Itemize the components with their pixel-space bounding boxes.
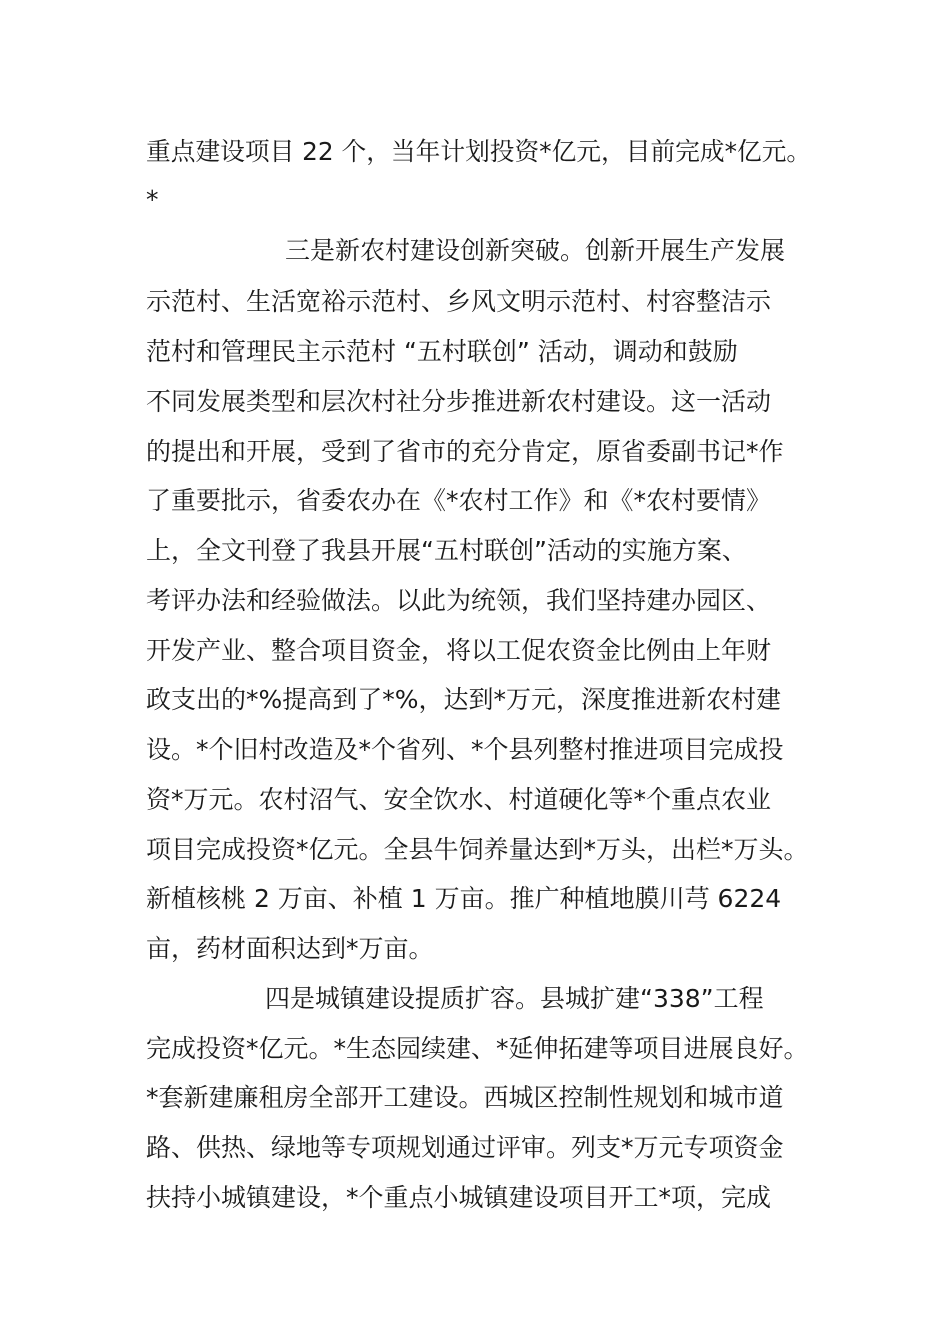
text-line-10: 考评办法和经验做法。以此为统领，我们坚持建办园区、 [146, 586, 772, 615]
text-line-13: 设。*个旧村改造及*个省列、*个县列整村推进项目完成投 [146, 735, 784, 764]
paragraph-4-first-line: 四是城镇建设提质扩容。县城扩建“338”工程 [265, 984, 764, 1013]
text-line-15: 项目完成投资*亿元。全县牛饲养量达到*万头，出栏*万头。 [146, 835, 809, 864]
text-line-6: 不同发展类型和层次村社分步推进新农村建设。这一活动 [146, 387, 772, 416]
text-line-1: 重点建设项目 22 个，当年计划投资*亿元，目前完成*亿元。 [146, 137, 812, 166]
text-line-20: *套新建廉租房全部开工建设。西城区控制性规划和城市道 [146, 1083, 784, 1112]
text-line-17: 亩，药材面积达到*万亩。 [146, 934, 434, 963]
text-line-14: 资*万元。农村沼气、安全饮水、村道硬化等*个重点农业 [146, 785, 772, 814]
text-line-4: 示范村、生活宽裕示范村、乡风文明示范村、村容整洁示 [146, 287, 772, 316]
text-line-12: 政支出的*%提高到了*%，达到*万元，深度推进新农村建 [146, 685, 782, 714]
text-line-2: * [146, 185, 159, 214]
text-line-9: 上，全文刊登了我县开展“五村联创”活动的实施方案、 [146, 536, 747, 565]
text-line-5: 范村和管理民主示范村 “五村联创” 活动，调动和鼓励 [146, 337, 738, 366]
text-line-8: 了重要批示，省委农办在《*农村工作》和《*农村要情》 [146, 486, 772, 515]
text-line-11: 开发产业、整合项目资金，将以工促农资金比例由上年财 [146, 636, 772, 665]
text-line-16: 新植核桃 2 万亩、补植 1 万亩。推广种植地膜川芎 6224 [146, 884, 782, 913]
text-line-7: 的提出和开展，受到了省市的充分肯定，原省委副书记*作 [146, 437, 784, 466]
text-line-22: 扶持小城镇建设，*个重点小城镇建设项目开工*项，完成 [146, 1183, 772, 1212]
text-line-21: 路、供热、绿地等专项规划通过评审。列支*万元专项资金 [146, 1133, 784, 1162]
text-line-19: 完成投资*亿元。*生态园续建、*延伸拓建等项目进展良好。 [146, 1034, 809, 1063]
paragraph-3-first-line: 三是新农村建设创新突破。创新开展生产发展 [285, 236, 786, 265]
